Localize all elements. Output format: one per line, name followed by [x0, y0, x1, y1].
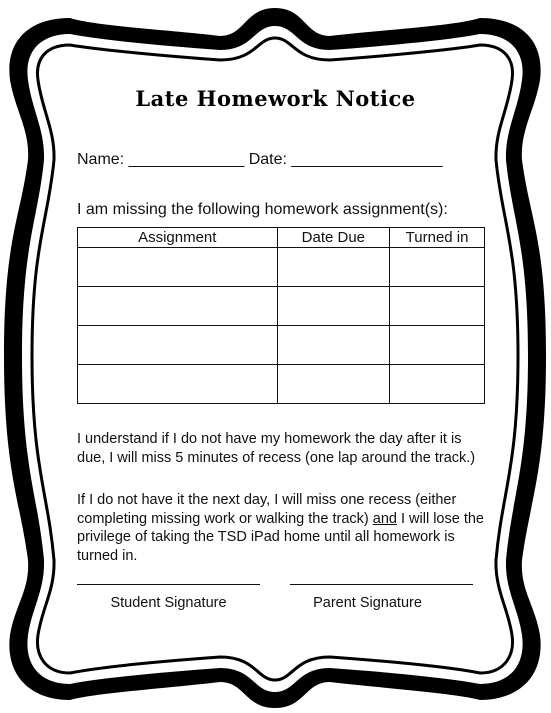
table-cell[interactable]	[78, 365, 278, 404]
table-cell[interactable]	[277, 287, 390, 326]
table-header-row	[78, 228, 485, 248]
ipad-policy-text-end: I will lose the privilege of taking the TSD iPad home until all homework is turned in.	[77, 510, 484, 564]
table-row	[78, 248, 485, 287]
table-row	[78, 365, 485, 404]
student-signature-line[interactable]	[77, 584, 260, 585]
table-cell[interactable]	[277, 326, 390, 365]
column-header-turned-in: Turned in	[390, 228, 485, 248]
table-cell[interactable]	[390, 326, 485, 365]
table-cell[interactable]	[78, 326, 278, 365]
page-title: Late Homework Notice	[135, 86, 416, 111]
ipad-policy-underlined-and: and	[372, 510, 397, 527]
table-cell[interactable]	[390, 365, 485, 404]
recess-policy-paragraph: I understand if I do not have my homework the day after it is due, I will miss 5 minutes of recess (one lap around the track.)	[77, 431, 476, 466]
table-cell[interactable]	[78, 248, 278, 287]
table-cell[interactable]	[277, 248, 390, 287]
column-header-assignment: Assignment	[78, 228, 278, 248]
table-cell[interactable]	[78, 287, 278, 326]
table-row	[78, 326, 485, 365]
parent-signature-line[interactable]	[290, 584, 473, 585]
missing-assignments-prompt: I am missing the following homework assignment(s):	[77, 201, 448, 218]
student-signature-label: Student Signature	[110, 595, 227, 611]
table-cell[interactable]	[390, 248, 485, 287]
table-cell[interactable]	[277, 365, 390, 404]
table-row	[78, 287, 485, 326]
column-header-date-due: Date Due	[277, 228, 390, 248]
ipad-policy-paragraph	[77, 491, 487, 565]
name-date-line: Name: _____________ Date: _________________	[77, 151, 443, 168]
table-cell[interactable]	[390, 287, 485, 326]
ipad-policy-text-start: If I do not have it the next day, I will miss one recess (either completing missing work or walking the track)	[77, 492, 457, 527]
assignment-table	[77, 227, 485, 404]
parent-signature-label: Parent Signature	[313, 595, 422, 611]
